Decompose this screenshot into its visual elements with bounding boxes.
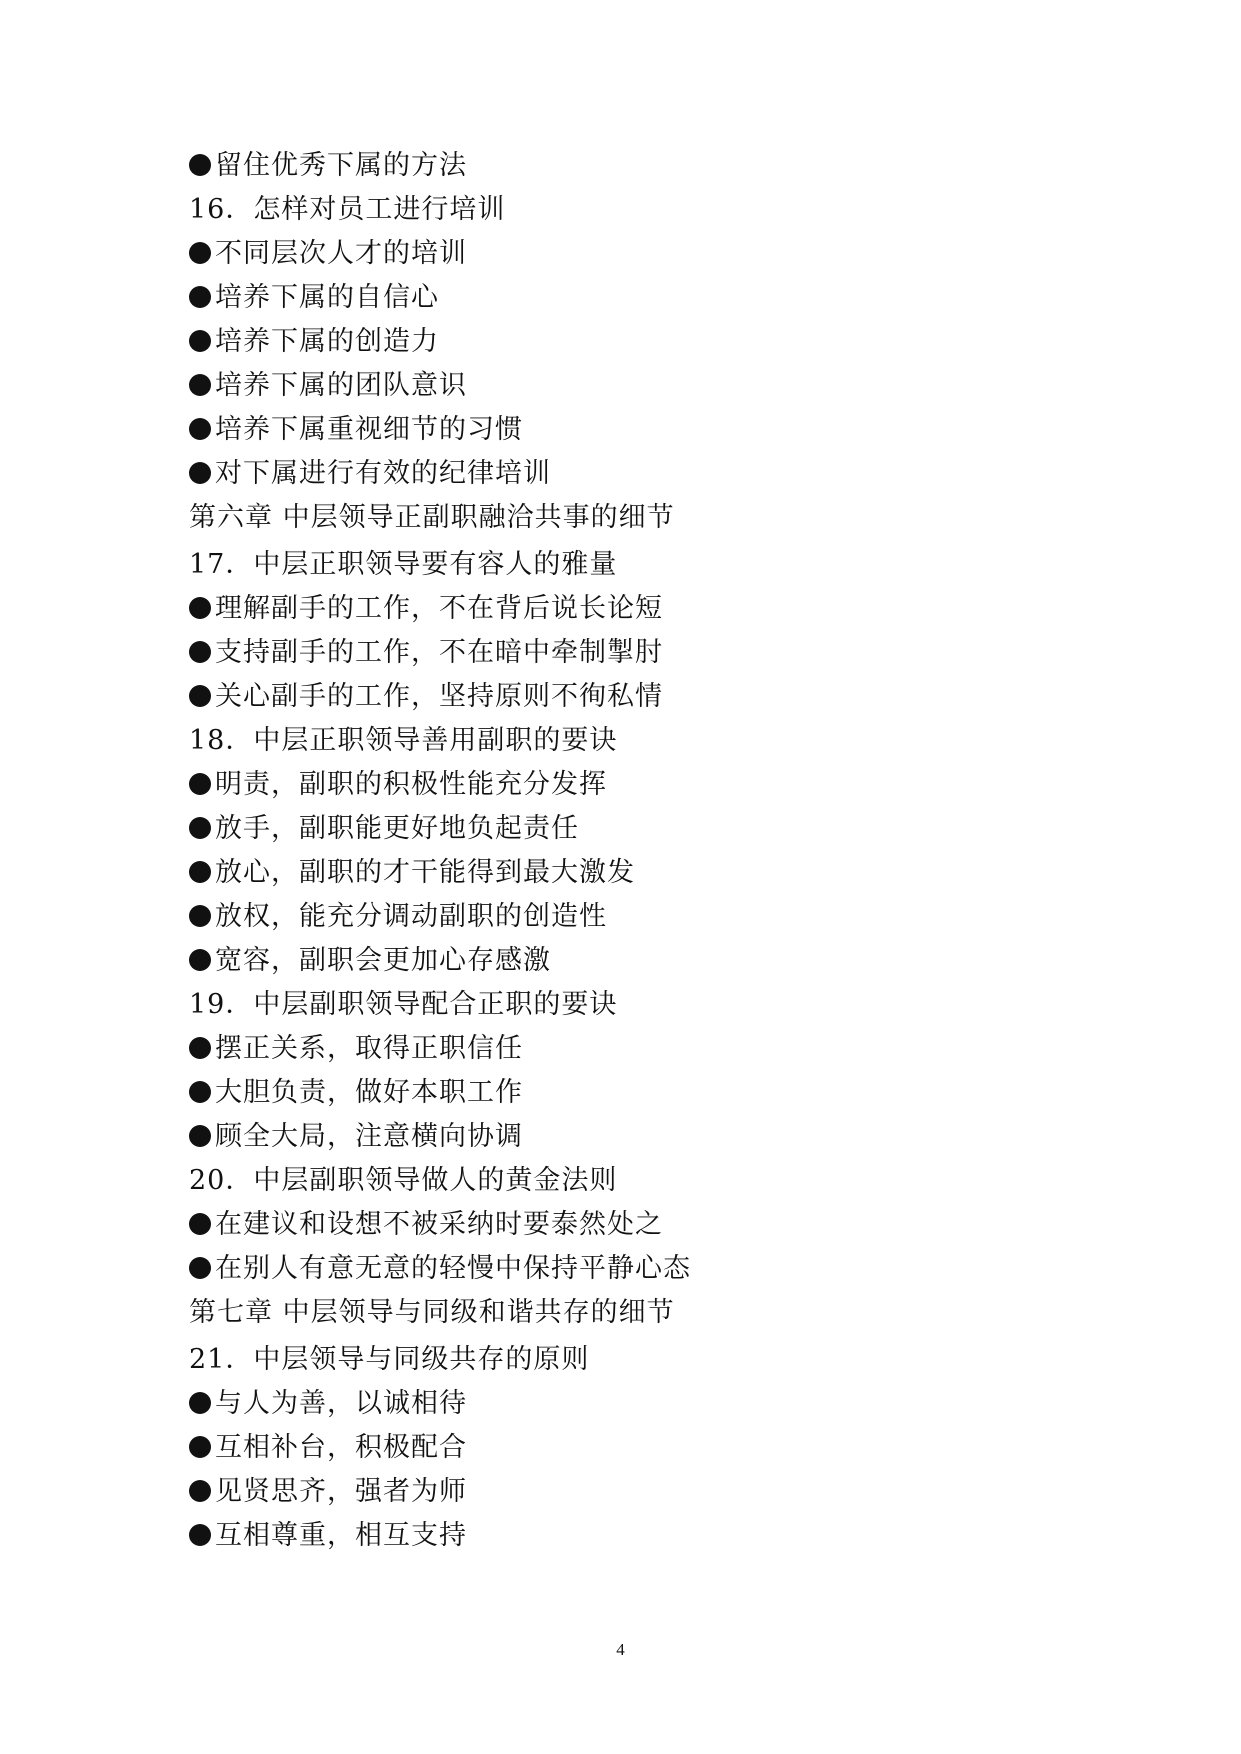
bullet-item	[189, 239, 1089, 269]
bullet-dot-icon	[189, 641, 211, 663]
bullet-item	[189, 858, 1089, 888]
bullet-item	[189, 1122, 1089, 1152]
bullet-item	[189, 151, 1089, 181]
section-heading	[189, 990, 1089, 1020]
bullet-item	[189, 814, 1089, 844]
line-text: 与人为善，以诚相待	[215, 1388, 467, 1419]
bullet-item	[189, 594, 1089, 624]
line-text: 不同层次人才的培训	[215, 238, 467, 269]
bullet-item	[189, 1477, 1089, 1507]
section-heading	[189, 1345, 1089, 1375]
bullet-item	[189, 459, 1089, 489]
bullet-dot-icon	[189, 1257, 211, 1279]
section-heading	[189, 195, 1089, 225]
line-text: 大胆负责，做好本职工作	[215, 1077, 523, 1108]
line-text: 放心，副职的才干能得到最大激发	[215, 857, 635, 888]
bullet-dot-icon	[189, 861, 211, 883]
section-heading	[189, 1166, 1089, 1196]
bullet-dot-icon	[189, 330, 211, 352]
bullet-item	[189, 946, 1089, 976]
line-text: 支持副手的工作，不在暗中牵制掣肘	[215, 637, 663, 668]
section-heading	[189, 726, 1089, 756]
bullet-item	[189, 1254, 1089, 1284]
bullet-dot-icon	[189, 1213, 211, 1235]
line-text: 第六章 中层领导正副职融洽共事的细节	[189, 502, 675, 533]
bullet-dot-icon	[189, 905, 211, 927]
line-text: 摆正关系，取得正职信任	[215, 1033, 523, 1064]
bullet-item	[189, 770, 1089, 800]
line-text: 理解副手的工作，不在背后说长论短	[215, 593, 663, 624]
bullet-dot-icon	[189, 1436, 211, 1458]
bullet-dot-icon	[189, 597, 211, 619]
line-text: 16．怎样对员工进行培训	[189, 194, 506, 225]
bullet-dot-icon	[189, 242, 211, 264]
bullet-dot-icon	[189, 773, 211, 795]
chapter-title	[189, 503, 1089, 533]
line-text: 培养下属的团队意识	[215, 370, 467, 401]
line-text: 明责，副职的积极性能充分发挥	[215, 769, 607, 800]
line-text: 培养下属重视细节的习惯	[215, 414, 523, 445]
line-text: 第七章 中层领导与同级和谐共存的细节	[189, 1297, 675, 1328]
line-text: 在建议和设想不被采纳时要泰然处之	[215, 1209, 663, 1240]
section-heading	[189, 550, 1089, 580]
line-text: 顾全大局，注意横向协调	[215, 1121, 523, 1152]
bullet-dot-icon	[189, 1480, 211, 1502]
bullet-item	[189, 327, 1089, 357]
line-text: 17．中层正职领导要有容人的雅量	[189, 549, 618, 580]
bullet-item	[189, 682, 1089, 712]
bullet-item	[189, 415, 1089, 445]
bullet-dot-icon	[189, 374, 211, 396]
line-text: 19．中层副职领导配合正职的要诀	[189, 989, 618, 1020]
bullet-dot-icon	[189, 462, 211, 484]
bullet-dot-icon	[189, 418, 211, 440]
bullet-item	[189, 638, 1089, 668]
bullet-dot-icon	[189, 1125, 211, 1147]
bullet-item	[189, 1034, 1089, 1064]
bullet-item	[189, 371, 1089, 401]
bullet-item	[189, 1078, 1089, 1108]
bullet-item	[189, 1210, 1089, 1240]
bullet-item	[189, 902, 1089, 932]
page-number: 4	[616, 1640, 625, 1659]
bullet-dot-icon	[189, 286, 211, 308]
bullet-dot-icon	[189, 1081, 211, 1103]
document-body	[189, 151, 1089, 1565]
line-text: 宽容，副职会更加心存感激	[215, 945, 551, 976]
bullet-dot-icon	[189, 1037, 211, 1059]
bullet-item	[189, 283, 1089, 313]
bullet-dot-icon	[189, 949, 211, 971]
bullet-item	[189, 1389, 1089, 1419]
line-text: 20．中层副职领导做人的黄金法则	[189, 1165, 618, 1196]
line-text: 放权，能充分调动副职的创造性	[215, 901, 607, 932]
line-text: 关心副手的工作，坚持原则不徇私情	[215, 681, 663, 712]
line-text: 互相尊重，相互支持	[215, 1520, 467, 1551]
line-text: 21．中层领导与同级共存的原则	[189, 1344, 590, 1375]
line-text: 在别人有意无意的轻慢中保持平静心态	[215, 1253, 691, 1284]
line-text: 培养下属的创造力	[215, 326, 439, 357]
bullet-dot-icon	[189, 154, 211, 176]
line-text: 留住优秀下属的方法	[215, 150, 467, 181]
bullet-item	[189, 1521, 1089, 1551]
bullet-dot-icon	[189, 1524, 211, 1546]
line-text: 18．中层正职领导善用副职的要诀	[189, 725, 618, 756]
line-text: 对下属进行有效的纪律培训	[215, 458, 551, 489]
bullet-item	[189, 1433, 1089, 1463]
chapter-title	[189, 1298, 1089, 1328]
bullet-dot-icon	[189, 685, 211, 707]
line-text: 培养下属的自信心	[215, 282, 439, 313]
line-text: 见贤思齐，强者为师	[215, 1476, 467, 1507]
bullet-dot-icon	[189, 1392, 211, 1414]
bullet-dot-icon	[189, 817, 211, 839]
line-text: 互相补台，积极配合	[215, 1432, 467, 1463]
line-text: 放手，副职能更好地负起责任	[215, 813, 579, 844]
